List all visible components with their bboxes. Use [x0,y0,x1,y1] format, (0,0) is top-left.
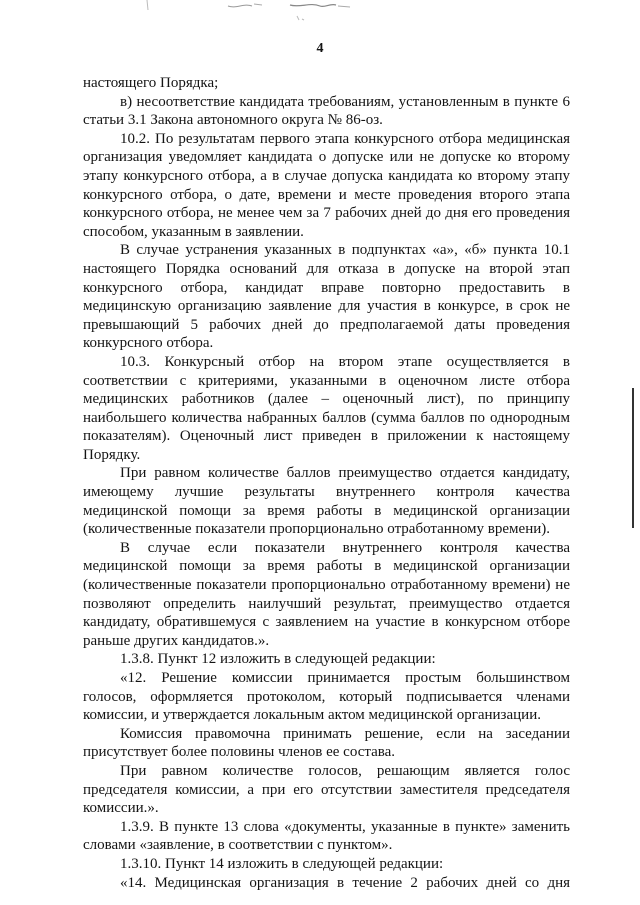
paragraph: 1.3.8. Пункт 12 изложить в следующей редакции: [120,651,436,668]
paragraph: 10.3. Конкурсный отбор на втором этапе осуществляется в соответствии с критериями, указанными в оценочном листе отбора медицинских работников (далее – оценочный лист), по принципу наибольшего количества набранных баллов (сумма баллов по однородным показателям). Оценочный лист приведен в приложении к настоящему Порядку. [83,353,570,463]
scan-edge-line [632,388,634,528]
paragraph: «14. Медицинская организация в течение 2 рабочих дней со дня [120,874,570,891]
paragraph: При равном количестве баллов преимущество отдается кандидату, имеющему лучшие результаты внутреннего контроля качества медицинской помощи за время работы в медицинской организации (количественные показатели пропорционально отработанному времени). [83,465,570,538]
paragraph: Комиссия правомочна принимать решение, если на заседании присутствует более половины членов ее состава. [83,725,570,761]
paragraph: «12. Решение комиссии принимается простым большинством голосов, оформляется протоколом, который подписывается членами комиссии, и утверждается локальным актом медицинской организации. [83,670,570,724]
paragraph: в) несоответствие кандидата требованиям, установленным в пункте 6 статьи 3.1 Закона автономного округа № 86-оз. [83,93,570,129]
page-number: 4 [316,41,324,56]
paragraph: настоящего Порядка; [83,75,219,91]
paragraph: В случае если показатели внутреннего контроля качества медицинской помощи за время работы в медицинской организации (количественные показатели пропорционально отработанному времени) не позволяют определить наилучший результат, преимущество отдается кандидату, обратившемуся с заявлением на участие в конкурсном отборе раньше других кандидатов.». [83,539,570,649]
document-body [83,74,570,892]
paragraph: 1.3.10. Пункт 14 изложить в следующей редакции: [120,855,444,872]
scan-artifacts [0,0,640,40]
paragraph: 1.3.9. В пункте 13 слова «документы, указанные в пункте» заменить словами «заявление, в соответствии с пунктом». [83,818,570,854]
paragraph: 10.2. По результатам первого этапа конкурсного отбора медицинская организация уведомляет кандидата о допуске или не допуске ко второму этапу конкурсного отбора, а в случае допуска кандидата ко второму этапу конкурсного отбора, о дате, времени и месте проведения второго этапа конкурсного отбора, не менее чем за 7 рабочих дней до дня его проведения способом, указанным в заявлении. [83,130,570,240]
paragraph: При равном количестве голосов, решающим является голос председателя комиссии, а при его отсутствии заместителя председателя комиссии.». [83,762,570,817]
paragraph: В случае устранения указанных в подпунктах «а», «б» пункта 10.1 настоящего Порядка оснований для отказа в допуске на второй этап конкурсного отбора, кандидат вправе повторно предоставить в медицинскую организацию заявление для участия в конкурсе, в срок не превышающий 5 рабочих дней до предполагаемой даты проведения конкурсного отбора. [83,242,570,352]
